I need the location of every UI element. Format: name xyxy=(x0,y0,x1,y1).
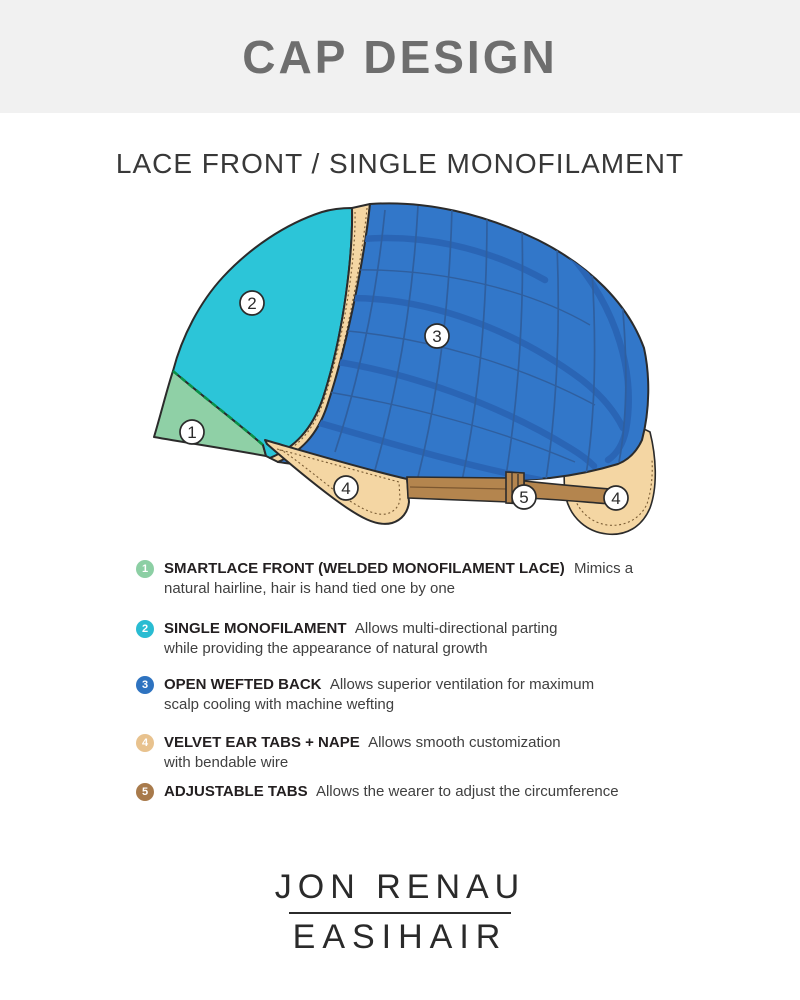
legend-item-3: 3 OPEN WEFTED BACK Allows superior ventilation for maximum scalp cooling with machine wefting xyxy=(136,675,669,715)
legend-label-1: SMARTLACE FRONT (WELDED MONOFILAMENT LACE) xyxy=(164,560,565,577)
callout-2 xyxy=(240,291,264,315)
brand-easihair: EASIHAIR xyxy=(292,918,508,956)
legend-desc-5: Allows the wearer to adjust the circumference xyxy=(315,783,619,800)
header-banner xyxy=(0,0,800,113)
callout-4-nape xyxy=(604,486,628,510)
callout-5 xyxy=(512,485,536,509)
legend-desc-2: Allows multi-directional parting xyxy=(354,620,558,637)
legend-number-badge-4: 4 xyxy=(136,734,154,752)
brand-divider xyxy=(289,912,511,914)
page-title: CAP DESIGN xyxy=(242,30,558,83)
svg-text:4: 4 xyxy=(341,479,351,498)
legend-item-2: 2 SINGLE MONOFILAMENT Allows multi-directional parting while providing the appearance of natural growth xyxy=(136,619,669,659)
adjustable-strap-left xyxy=(407,477,509,502)
callout-4-ear-tab xyxy=(334,476,358,500)
legend-label-4: VELVET EAR TABS + NAPE xyxy=(164,734,360,751)
legend-label-2: SINGLE MONOFILAMENT xyxy=(164,620,347,637)
cap-diagram xyxy=(120,190,680,550)
callout-1 xyxy=(180,420,204,444)
legend-number-badge-2: 2 xyxy=(136,620,154,638)
svg-text:3: 3 xyxy=(432,327,442,346)
svg-text:4: 4 xyxy=(611,489,621,508)
legend-item-4: 4 VELVET EAR TABS + NAPE Allows smooth customization with bendable wire xyxy=(136,733,669,773)
legend-label-5: ADJUSTABLE TABS xyxy=(164,783,308,800)
svg-text:1: 1 xyxy=(187,423,197,442)
legend-number-badge-3: 3 xyxy=(136,676,154,694)
legend-label-3: OPEN WEFTED BACK xyxy=(164,676,322,693)
legend-number-badge-5: 5 xyxy=(136,783,154,801)
legend-desc-4: Allows smooth customization xyxy=(368,734,561,751)
svg-text:2: 2 xyxy=(247,294,257,313)
svg-text:5: 5 xyxy=(519,488,529,507)
legend-item-1: 1 SMARTLACE FRONT (WELDED MONOFILAMENT LACE) Mimics a natural hairline, hair is hand tied one by one xyxy=(136,559,669,599)
cap-subtitle: LACE FRONT / SINGLE MONOFILAMENT xyxy=(115,148,685,179)
legend-desc-3: Allows superior ventilation for maximum xyxy=(329,676,595,693)
brand-logo xyxy=(0,868,800,957)
legend-item-5 xyxy=(136,782,669,802)
legend-desc-1: Mimics a xyxy=(573,560,634,577)
legend-number-badge-1: 1 xyxy=(136,560,154,578)
brand-jon-renau: JON RENAU xyxy=(274,868,526,906)
callout-3 xyxy=(425,324,449,348)
